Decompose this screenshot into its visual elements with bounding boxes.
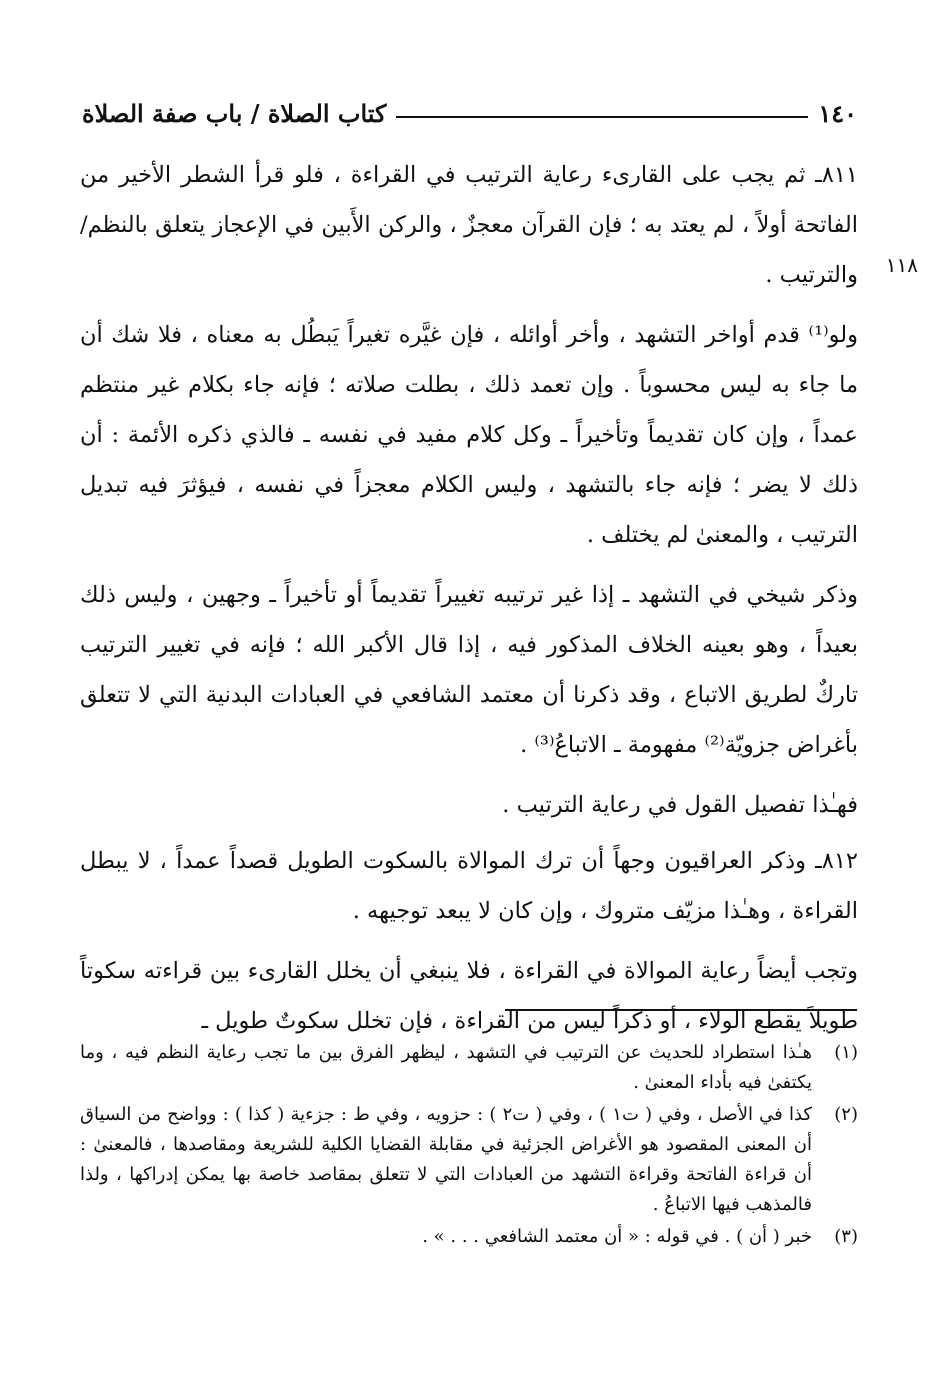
footnote-number: (٣) — [834, 1226, 858, 1247]
footnotes — [80, 1038, 858, 1254]
page-number: ١٤٠ — [818, 99, 857, 128]
footnote-number: (١) — [834, 1042, 858, 1063]
footnote-text: خبر ( أن ) . في قوله : « أن معتمد الشافعي . . . » . — [422, 1226, 812, 1247]
footnote-2 — [80, 1100, 858, 1220]
paragraph-muwalat: وتجب أيضاً رعاية الموالاة في القراءة ، فلا ينبغي أن يخلل القارىء بين قراءته سكوتاً طويلاً يقطع الولاء ، أو ذكراً ليس من القراءة ، فإن تخلل سكوتٌ طويل ـ — [80, 958, 858, 1034]
header-title: كتاب الصلاة / باب صفة الصلاة — [82, 99, 387, 128]
paragraph-812: ٨١٢ـ وذكر العراقيون وجهاً أن ترك الموالاة بالسكوت الطويل قصداً عمداً ، لا يبطل القراءة ، وهـٰذا مزيّف متروك ، وإن كان لا يبعد توجيهه . — [80, 848, 858, 924]
footnote-1 — [80, 1038, 858, 1098]
footnote-separator — [505, 1009, 857, 1011]
footnote-text: كذا في الأصل ، وفي ( ت١ ) ، وفي ( ت٢ ) : حزويه ، وفي ط : جزءية ( كذا ) : وواضح من السياق أن المعنى المقصود هو الأغراض الجزئية في مقابلة القضايا الكلية للشريعة ومقاصدها ، فالمعنىٰ : أن قراءة الفاتحة وقراءة التشهد من العبادات التي لا تتعلق بمقاصد خاصة بها يمكن إدراكها ، ولذا فالمذهب فيها الاتباعُ . — [80, 1104, 813, 1215]
main-text — [80, 150, 858, 1056]
paragraph-summary: فهـٰذا تفصيل القول في رعاية الترتيب . — [502, 792, 858, 818]
margin-manuscript-ref: ١١٨ — [885, 253, 918, 277]
header-rule — [396, 116, 808, 118]
running-header — [82, 84, 857, 128]
footnote-text: هـٰذا استطراد للحديث عن الترتيب في التشهد ، ليظهر الفرق بين ما تجب رعاية النظم فيه ، وما يكتفىٰ فيه بأداء المعنىٰ . — [80, 1042, 812, 1093]
paragraph-811: ٨١١ـ ثم يجب على القارىء رعاية الترتيب في القراءة ، فلو قرأ الشطر الأخير من الفاتحة أولاً ، لم يعتد به ؛ فإن القرآن معجزٌ ، والركن الأَبين في الإعجاز يتعلق بالنظم/ والترتيب . — [80, 162, 858, 288]
footnote-number: (٢) — [834, 1104, 858, 1125]
paragraph-tashahhud-order: ولو⁽¹⁾ قدم أواخر التشهد ، وأخر أوائله ، فإن غيَّره تغيراً يَبطُل به معناه ، فلا شك أن ما جاء به ليس محسوباً . وإن تعمد ذلك ، بطلت صلاته ؛ فإنه جاء بكلام غير منتظم عمداً ، وإن كان تقديماً وتأخيراً ـ وكل كلام مفيد في نفسه ـ فالذي ذكره الأئمة : أن ذلك لا يضر ؛ فإنه جاء بالتشهد ، وليس الكلام معجزاً في نفسه ، فيؤثرَ فيه تبديل الترتيب ، والمعنىٰ لم يختلف . — [80, 322, 858, 548]
footnote-3 — [80, 1222, 858, 1252]
paragraph-shaykh-view: وذكر شيخي في التشهد ـ إذا غير ترتيبه تغييراً تقديماً أو تأخيراً ـ وجهين ، وليس ذلك بعيداً ، وهو بعينه الخلاف المذكور فيه ، إذا قال الأكبر الله ؛ فإنه في تغيير الترتيب تاركٌ لطريق الاتباع ، وقد ذكرنا أن معتمد الشافعي في العبادات البدنية التي لا تتعلق بأغراض جزويّة⁽²⁾ مفهومة ـ الاتباعُ⁽³⁾ . — [80, 582, 858, 758]
